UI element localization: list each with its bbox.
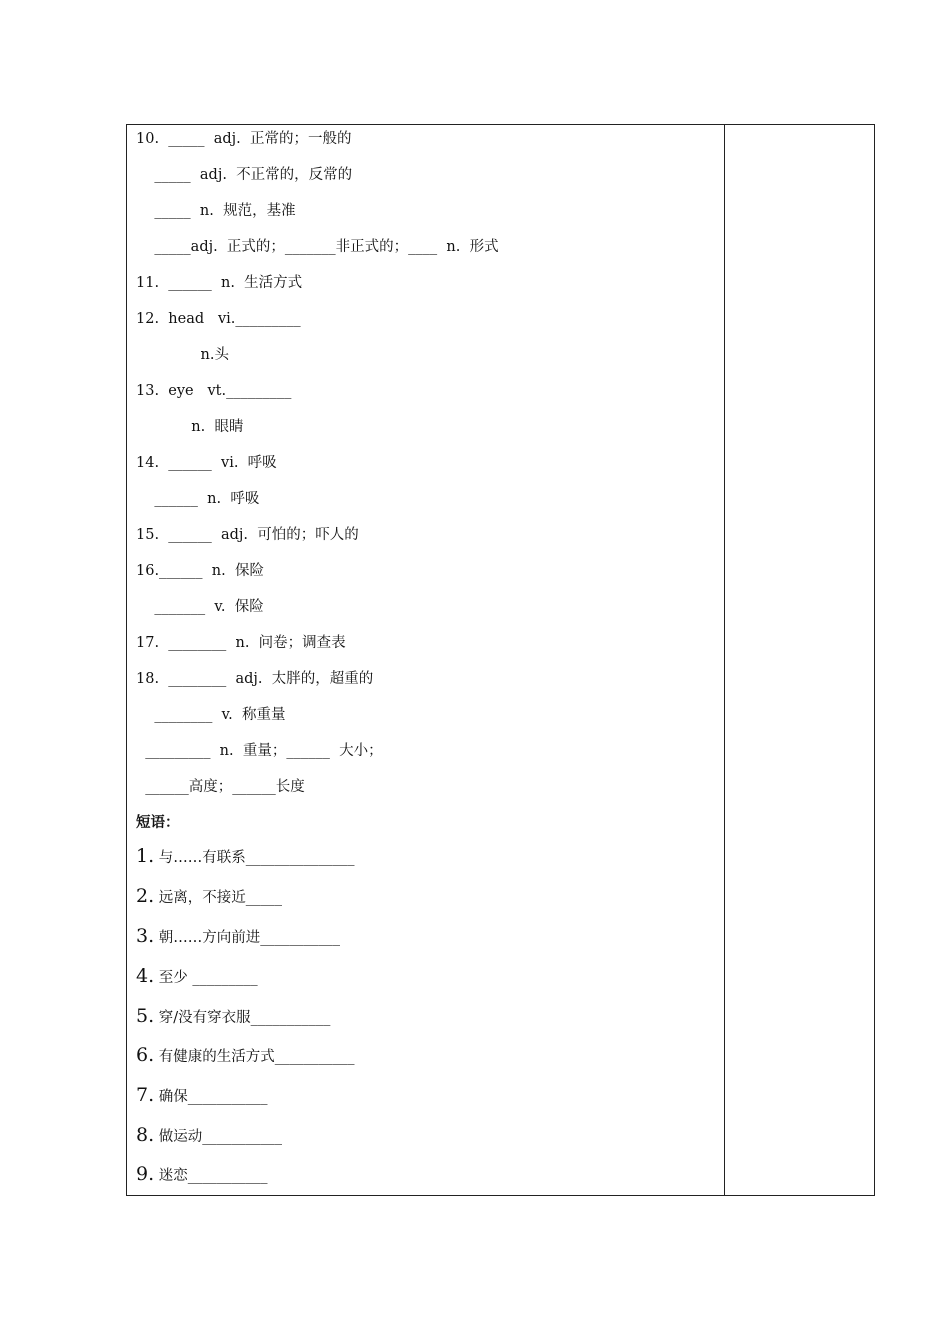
phrase-text: 远离，不接近_____: [158, 890, 282, 906]
phrase-number: 4.: [136, 965, 155, 987]
vocab-line: ______ n. 呼吸: [136, 491, 260, 507]
phrase-item: [136, 967, 258, 987]
phrases-header: 短语：: [136, 814, 180, 831]
phrase-item: [136, 1165, 268, 1185]
vocab-line: _____ adj. 不正常的，反常的: [136, 167, 353, 183]
phrase-item: [136, 847, 355, 867]
phrase-text: 迷恋___________: [158, 1168, 268, 1184]
vocab-line: 13. eye vt._________: [136, 383, 292, 399]
phrase-item: [136, 1126, 282, 1146]
vocab-line: 14. ______ vi. 呼吸: [136, 455, 277, 471]
phrase-text: 穿/没有穿衣服___________: [158, 1010, 331, 1026]
vocab-line: 18. ________ adj. 太胖的，超重的: [136, 671, 374, 687]
phrase-text: 有健康的生活方式___________: [158, 1049, 355, 1065]
left-cell: [136, 125, 716, 1195]
phrase-text: 朝……方向前进___________: [158, 930, 340, 946]
vocab-line: _________ n. 重量；______ 大小；: [136, 743, 383, 759]
vocab-line: _____ n. 规范，基准: [136, 203, 296, 219]
phrase-number: 7.: [136, 1084, 155, 1106]
vocab-line: 16.______ n. 保险: [136, 563, 264, 579]
phrase-number: 3.: [136, 925, 155, 947]
phrase-number: 6.: [136, 1044, 155, 1066]
worksheet-table: [126, 124, 875, 1196]
phrase-text: 至少 _________: [158, 970, 258, 986]
phrase-text: 确保___________: [158, 1089, 268, 1105]
phrase-item: [136, 887, 282, 907]
phrase-text: 做运动___________: [158, 1129, 282, 1145]
vocab-line: _____adj. 正式的；_______非正式的；____ n. 形式: [136, 239, 499, 255]
phrase-number: 1.: [136, 845, 155, 867]
phrase-item: [136, 1086, 268, 1106]
vocab-line: 15. ______ adj. 可怕的；吓人的: [136, 527, 359, 543]
phrase-item: [136, 1007, 330, 1027]
vocab-line: 11. ______ n. 生活方式: [136, 275, 303, 291]
vocab-line: _______ v. 保险: [136, 599, 264, 615]
phrase-item: [136, 1046, 355, 1066]
phrase-text: 与……有联系_______________: [158, 850, 355, 866]
vocab-line: 12. head vi._________: [136, 311, 301, 327]
phrase-number: 9.: [136, 1163, 155, 1185]
vocab-line: 10. _____ adj. 正常的；一般的: [136, 131, 352, 147]
vocab-line: ________ v. 称重量: [136, 707, 286, 723]
vocab-line: 17. ________ n. 问卷；调查表: [136, 635, 346, 651]
phrase-number: 5.: [136, 1005, 155, 1027]
phrase-number: 8.: [136, 1124, 155, 1146]
column-divider: [724, 125, 725, 1195]
vocab-line: n. 眼睛: [136, 419, 244, 435]
vocab-line: n.头: [136, 347, 229, 363]
vocab-line: ______高度；______长度: [136, 779, 305, 795]
phrase-number: 2.: [136, 885, 155, 907]
phrase-item: [136, 927, 340, 947]
